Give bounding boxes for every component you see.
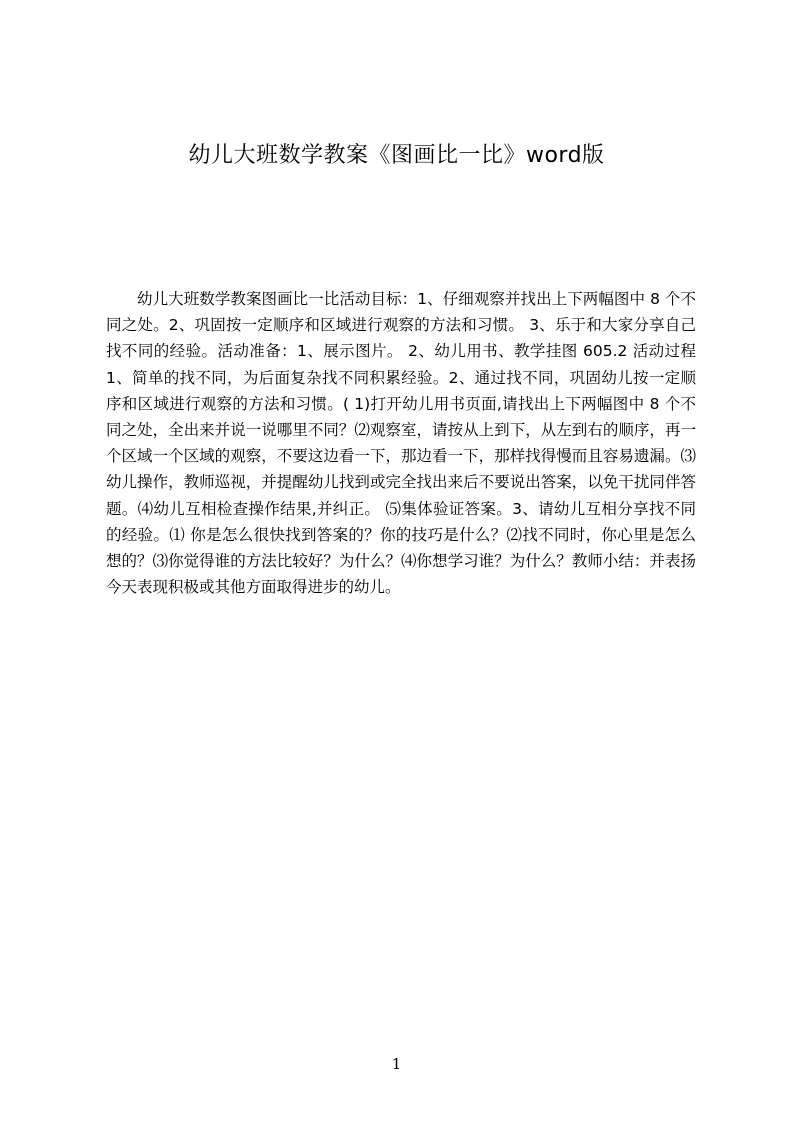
page-number: 1: [391, 1055, 402, 1073]
document-title: 幼儿大班数学教案《图画比一比》word版: [188, 143, 605, 168]
document-body: 幼儿大班数学教案图画比一比活动目标：1、仔细观察并找出上下两幅图中 8 个不同之处。2、巩固按一定顺序和区域进行观察的方法和习惯。 3、乐于和大家分享自己找不同的经验。活动准备：1、展示图片。 2、幼儿用书、教学挂图 605.2 活动过程1、简单的找不同，为后面复杂找不同积累经验。2、通过找不同，巩固幼儿按一定顺序和区域进行观察的方法和习惯。( 1)打开幼儿用书页面,请找出上下两幅图中 8 个不同之处，全出来并说一说哪里不同？⑵观察室，请按从上到下，从左到右的顺序，再一个区域一个区域的观察，不要这边看一下，那边看一下，那样找得慢而且容易遗漏。⑶幼儿操作，教师巡视，并提醒幼儿找到或完全找出来后不要说出答案，以免干扰同伴答题。⑷幼儿互相检查操作结果,并纠正。 ⑸集体验证答案。3、请幼儿互相分享找不同的经验。⑴ 你是怎么很快找到答案的？你的技巧是什么？⑵找不同时，你心里是怎么想的？⑶你觉得谁的方法比较好？为什么？⑷你想学习谁？为什么？教师小结：并表扬今天表现积极或其他方面取得进步的幼儿。: [106, 290, 696, 597]
